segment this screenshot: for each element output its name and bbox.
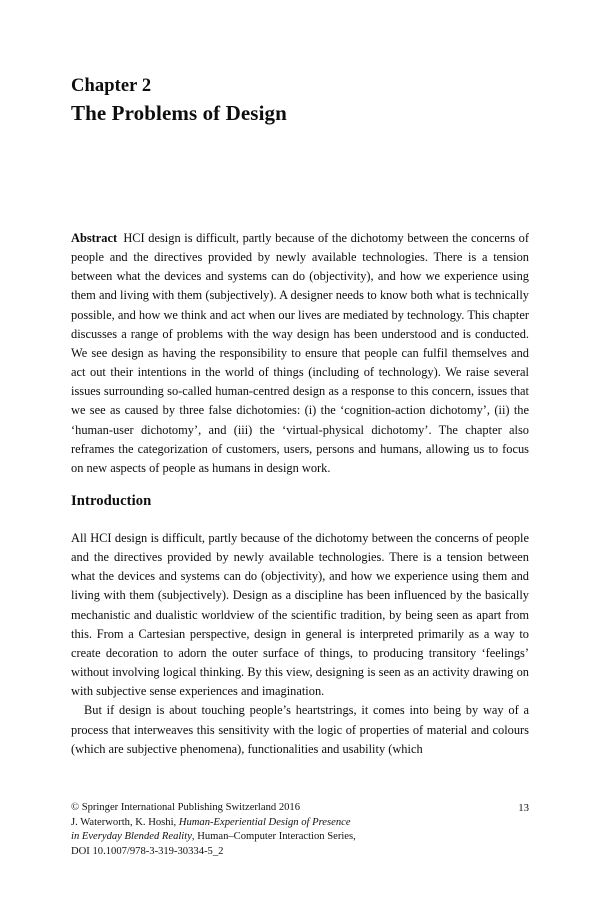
chapter-title: The Problems of Design <box>71 101 287 125</box>
paragraph: All HCI design is difficult, partly because of the dichotomy between the concerns of people and the directives provided by newly available technologies. There is a tension between what the devices and systems can do (objectivity), and how we experience using them and living with them (subjectively). Design as a discipline has been influenced by the basically mechanistic and dualistic worldview of the scientific tradition, by being seen as apart from this. From a Cartesian perspective, design in general is interpreted primarily as a way to create decoration to adorn the outer surface of things, to producing transitory ‘feelings’ without involving logical thinking. By this view, designing is seen as an activity drawing on with subjective sense experiences and imagination. <box>71 531 529 699</box>
doi-line: DOI 10.1007/978-3-319-30334-5_2 <box>71 845 224 857</box>
paragraph: But if design is about touching people’s heartstrings, it comes into being by way of a process that interweaves this sensitivity with the logic of properties of material and colours (which are subjective phenomena), functionalities and usability (which <box>71 703 529 756</box>
citation-line-1 <box>71 816 529 831</box>
copyright-line: © Springer International Publishing Switzerland 2016 <box>71 802 301 813</box>
abstract-text: HCI design is difficult, partly because of the dichotomy between the concerns of people and the directives provided by newly available technologies. There is a tension between what the devices and systems can do (objectivity), and how we experience using them and living with them (subjectively). A designer needs to know both what is technically possible, and how we think and act when our lives are mediated by technology. This chapter discusses a range of problems with the way design has been understood and is conducted. We see design as having the responsibility to ensure that people can fulfil themselves and act out their intentions in the world of things (including of technology). We raise several issues surrounding so-called human-centred design as a response to this concern, issues that we see as caused by three false dichotomies: (i) the ‘cognition-action dichotomy’, (ii) the ‘human-user dichotomy’, and (iii) the ‘virtual-physical dichotomy’. The chapter also reframes the categorization of customers, users, persons and humans, allowing us to focus on new aspects of people as humans in design work. <box>71 231 529 475</box>
chapter-number: Chapter 2 <box>71 76 152 96</box>
page-footer <box>71 801 529 859</box>
chapter-heading-block <box>71 74 529 127</box>
abstract-label: Abstract <box>71 231 118 245</box>
page-number: 13 <box>518 802 529 814</box>
book-title-part-2: in Everyday Blended Reality <box>71 831 192 843</box>
section-heading-introduction: Introduction <box>71 493 152 509</box>
book-title-part-1: Human-Experiential Design of Presence <box>178 816 351 828</box>
citation-authors: J. Waterworth, K. Hoshi, <box>71 816 179 828</box>
series-name: , Human–Computer Interaction Series, <box>191 831 356 843</box>
introduction-body <box>71 529 529 759</box>
citation-line-2 <box>71 830 529 845</box>
abstract-block <box>71 229 529 478</box>
